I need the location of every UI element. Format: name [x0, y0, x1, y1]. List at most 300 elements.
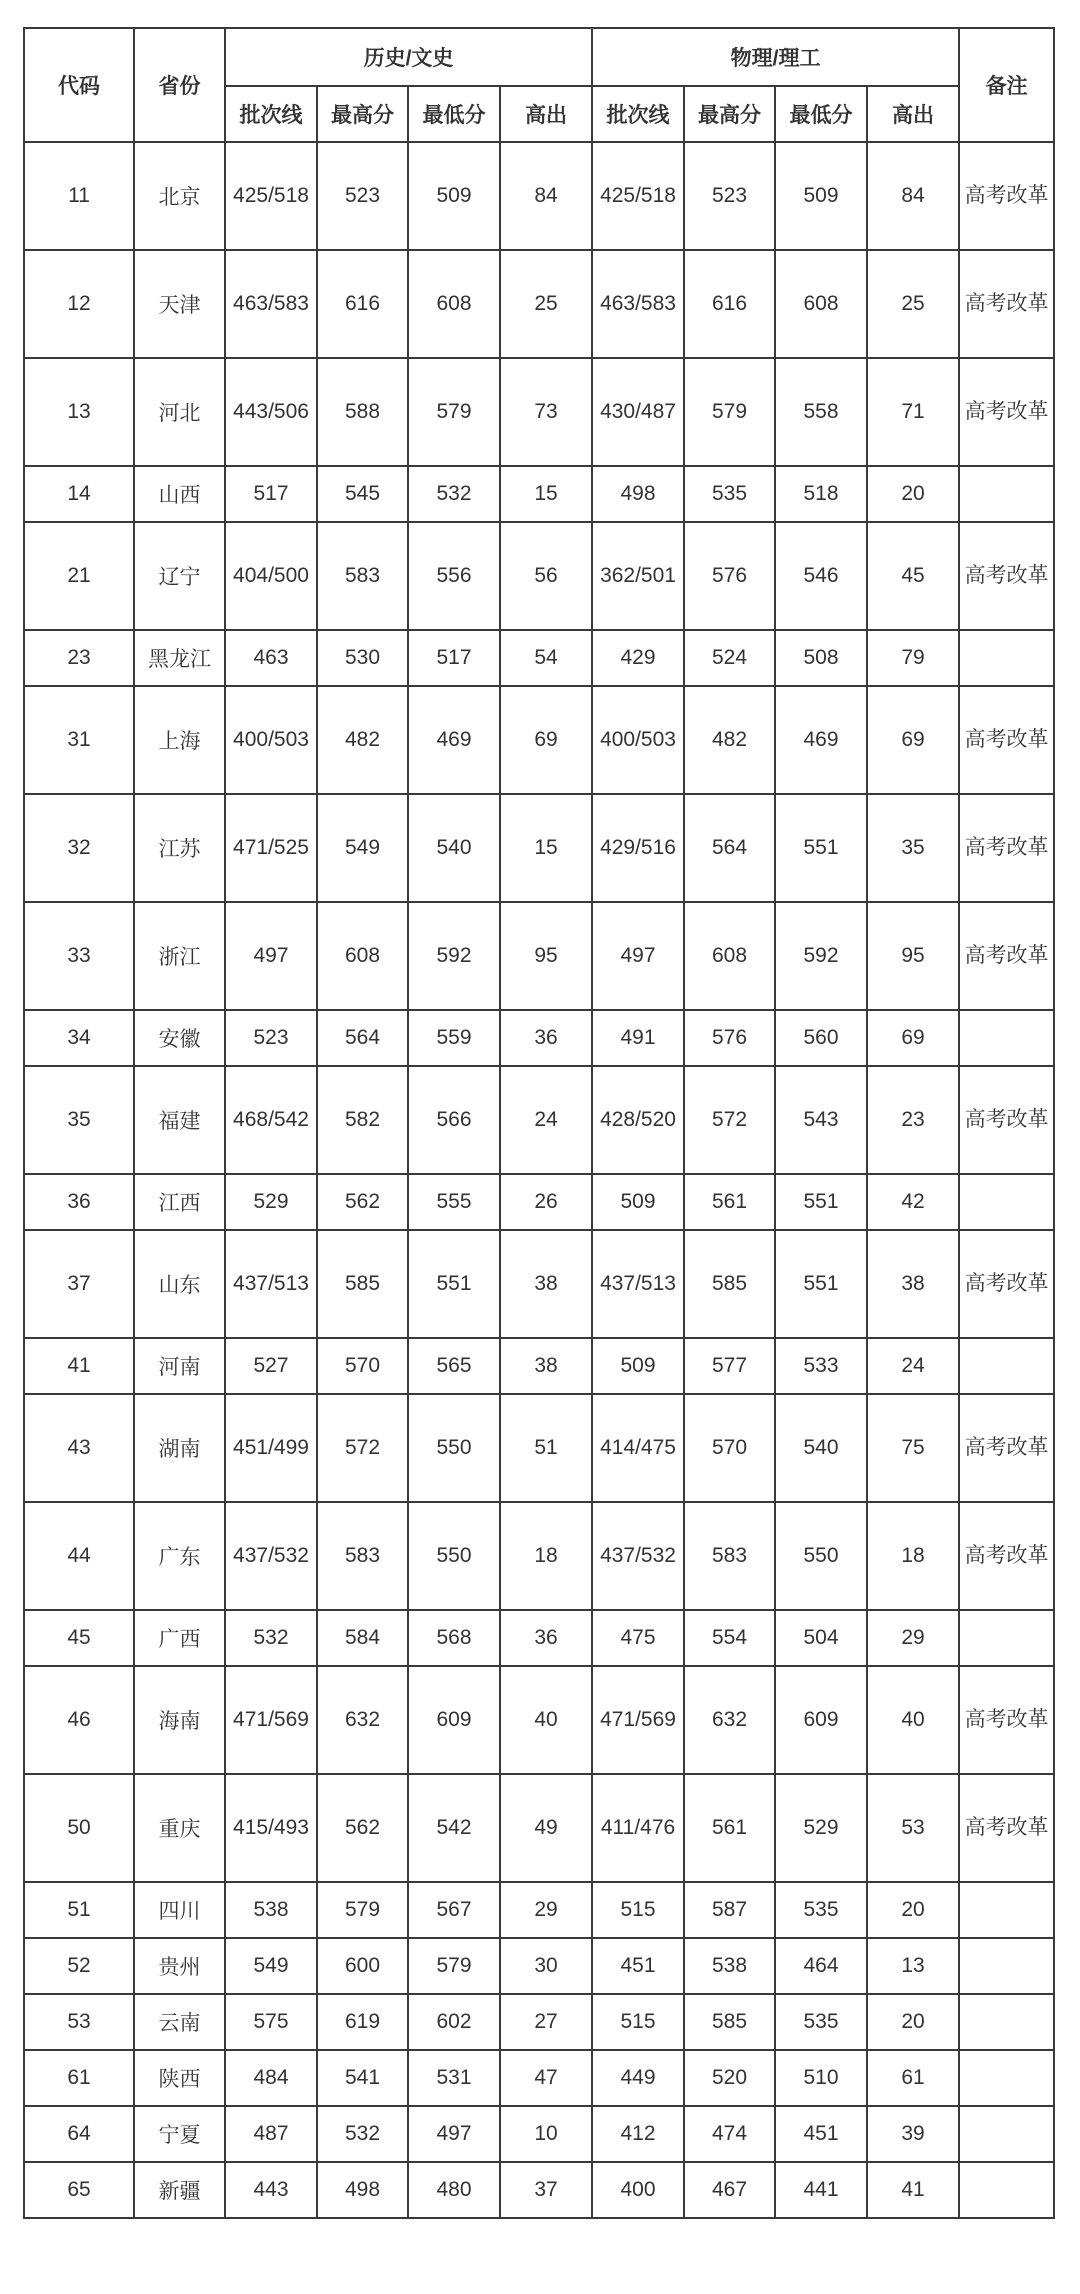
physics-batch-line-cell: 437/532 [592, 1502, 684, 1610]
note-cell [959, 1338, 1054, 1394]
table-row [24, 1666, 1054, 1774]
history-batch-line-cell: 487 [225, 2106, 317, 2162]
physics-max-cell: 585 [684, 1230, 775, 1338]
note-cell [959, 1010, 1054, 1066]
physics-min-cell: 546 [775, 522, 867, 630]
table-row [24, 2050, 1054, 2106]
physics-above-cell: 69 [867, 1010, 959, 1066]
history-batch-line-cell: 471/569 [225, 1666, 317, 1774]
score-table [23, 27, 1055, 2219]
note-cell [959, 1174, 1054, 1230]
history-above-cell: 25 [500, 250, 592, 358]
history-min-cell: 542 [408, 1774, 500, 1882]
history-above-cell: 40 [500, 1666, 592, 1774]
physics-min-cell: 543 [775, 1066, 867, 1174]
row-province-cell: 贵州 [134, 1938, 225, 1994]
row-code-cell: 33 [24, 902, 134, 1010]
physics-max-cell: 554 [684, 1610, 775, 1666]
row-province-cell: 辽宁 [134, 522, 225, 630]
history-max-cell: 549 [317, 794, 408, 902]
note-cell: 高考改革 [959, 686, 1054, 794]
history-batch-line-cell: 437/513 [225, 1230, 317, 1338]
note-cell [959, 466, 1054, 522]
physics-batch-line-cell: 437/513 [592, 1230, 684, 1338]
history-max-cell: 572 [317, 1394, 408, 1502]
row-code-cell: 21 [24, 522, 134, 630]
history-above-cell: 36 [500, 1010, 592, 1066]
physics-above-cell: 41 [867, 2162, 959, 2218]
physics-above-cell: 40 [867, 1666, 959, 1774]
row-province-cell: 河北 [134, 358, 225, 466]
history-batch-line-cell: 400/503 [225, 686, 317, 794]
header-history-min: 最低分 [408, 86, 500, 142]
physics-batch-line-cell: 451 [592, 1938, 684, 1994]
history-batch-line-cell: 532 [225, 1610, 317, 1666]
history-min-cell: 509 [408, 142, 500, 250]
physics-above-cell: 29 [867, 1610, 959, 1666]
physics-above-cell: 95 [867, 902, 959, 1010]
history-above-cell: 51 [500, 1394, 592, 1502]
note-cell: 高考改革 [959, 794, 1054, 902]
history-min-cell: 531 [408, 2050, 500, 2106]
physics-batch-line-cell: 449 [592, 2050, 684, 2106]
note-cell [959, 630, 1054, 686]
history-above-cell: 95 [500, 902, 592, 1010]
history-max-cell: 564 [317, 1010, 408, 1066]
history-batch-line-cell: 451/499 [225, 1394, 317, 1502]
history-min-cell: 497 [408, 2106, 500, 2162]
row-province-cell: 广东 [134, 1502, 225, 1610]
physics-max-cell: 577 [684, 1338, 775, 1394]
row-code-cell: 43 [24, 1394, 134, 1502]
note-cell [959, 2106, 1054, 2162]
history-batch-line-cell: 463 [225, 630, 317, 686]
physics-max-cell: 520 [684, 2050, 775, 2106]
history-batch-line-cell: 425/518 [225, 142, 317, 250]
note-cell: 高考改革 [959, 522, 1054, 630]
history-min-cell: 559 [408, 1010, 500, 1066]
physics-max-cell: 538 [684, 1938, 775, 1994]
history-min-cell: 469 [408, 686, 500, 794]
physics-batch-line-cell: 509 [592, 1338, 684, 1394]
table-row [24, 250, 1054, 358]
table-row [24, 2162, 1054, 2218]
row-code-cell: 41 [24, 1338, 134, 1394]
row-province-cell: 黑龙江 [134, 630, 225, 686]
table-row [24, 522, 1054, 630]
physics-batch-line-cell: 400 [592, 2162, 684, 2218]
history-above-cell: 29 [500, 1882, 592, 1938]
physics-batch-line-cell: 515 [592, 1882, 684, 1938]
physics-above-cell: 18 [867, 1502, 959, 1610]
row-code-cell: 53 [24, 1994, 134, 2050]
physics-above-cell: 24 [867, 1338, 959, 1394]
note-cell: 高考改革 [959, 250, 1054, 358]
row-code-cell: 52 [24, 1938, 134, 1994]
table-row [24, 686, 1054, 794]
history-above-cell: 37 [500, 2162, 592, 2218]
physics-above-cell: 42 [867, 1174, 959, 1230]
history-min-cell: 555 [408, 1174, 500, 1230]
physics-batch-line-cell: 400/503 [592, 686, 684, 794]
physics-above-cell: 84 [867, 142, 959, 250]
physics-min-cell: 535 [775, 1882, 867, 1938]
row-province-cell: 浙江 [134, 902, 225, 1010]
history-max-cell: 588 [317, 358, 408, 466]
note-cell: 高考改革 [959, 1774, 1054, 1882]
row-code-cell: 64 [24, 2106, 134, 2162]
table-header [24, 28, 1054, 142]
table-body [24, 142, 1054, 2218]
physics-above-cell: 38 [867, 1230, 959, 1338]
physics-min-cell: 535 [775, 1994, 867, 2050]
row-province-cell: 云南 [134, 1994, 225, 2050]
history-max-cell: 600 [317, 1938, 408, 1994]
note-cell: 高考改革 [959, 1394, 1054, 1502]
history-max-cell: 523 [317, 142, 408, 250]
history-min-cell: 579 [408, 1938, 500, 1994]
physics-max-cell: 576 [684, 522, 775, 630]
row-province-cell: 广西 [134, 1610, 225, 1666]
physics-max-cell: 583 [684, 1502, 775, 1610]
physics-max-cell: 587 [684, 1882, 775, 1938]
row-code-cell: 35 [24, 1066, 134, 1174]
history-above-cell: 24 [500, 1066, 592, 1174]
note-cell: 高考改革 [959, 1230, 1054, 1338]
history-above-cell: 38 [500, 1230, 592, 1338]
table-row [24, 630, 1054, 686]
history-max-cell: 482 [317, 686, 408, 794]
physics-min-cell: 609 [775, 1666, 867, 1774]
history-max-cell: 582 [317, 1066, 408, 1174]
physics-min-cell: 558 [775, 358, 867, 466]
table-row [24, 1994, 1054, 2050]
table-row [24, 1938, 1054, 1994]
history-max-cell: 562 [317, 1774, 408, 1882]
history-above-cell: 18 [500, 1502, 592, 1610]
physics-batch-line-cell: 429 [592, 630, 684, 686]
physics-above-cell: 75 [867, 1394, 959, 1502]
history-batch-line-cell: 468/542 [225, 1066, 317, 1174]
note-cell [959, 1938, 1054, 1994]
row-province-cell: 安徽 [134, 1010, 225, 1066]
table-row [24, 1230, 1054, 1338]
note-cell [959, 1994, 1054, 2050]
physics-batch-line-cell: 491 [592, 1010, 684, 1066]
history-above-cell: 69 [500, 686, 592, 794]
row-code-cell: 51 [24, 1882, 134, 1938]
physics-max-cell: 564 [684, 794, 775, 902]
row-province-cell: 湖南 [134, 1394, 225, 1502]
physics-max-cell: 579 [684, 358, 775, 466]
row-province-cell: 陕西 [134, 2050, 225, 2106]
history-min-cell: 550 [408, 1394, 500, 1502]
physics-batch-line-cell: 428/520 [592, 1066, 684, 1174]
physics-min-cell: 550 [775, 1502, 867, 1610]
history-batch-line-cell: 529 [225, 1174, 317, 1230]
history-max-cell: 545 [317, 466, 408, 522]
physics-min-cell: 560 [775, 1010, 867, 1066]
physics-min-cell: 510 [775, 2050, 867, 2106]
physics-above-cell: 35 [867, 794, 959, 902]
row-province-cell: 山东 [134, 1230, 225, 1338]
history-min-cell: 532 [408, 466, 500, 522]
physics-max-cell: 561 [684, 1774, 775, 1882]
history-min-cell: 540 [408, 794, 500, 902]
history-batch-line-cell: 437/532 [225, 1502, 317, 1610]
physics-batch-line-cell: 412 [592, 2106, 684, 2162]
history-batch-line-cell: 527 [225, 1338, 317, 1394]
physics-above-cell: 20 [867, 1994, 959, 2050]
history-batch-line-cell: 463/583 [225, 250, 317, 358]
table-row [24, 1394, 1054, 1502]
history-batch-line-cell: 471/525 [225, 794, 317, 902]
note-cell [959, 1882, 1054, 1938]
table-row [24, 1774, 1054, 1882]
row-province-cell: 上海 [134, 686, 225, 794]
history-above-cell: 84 [500, 142, 592, 250]
physics-batch-line-cell: 475 [592, 1610, 684, 1666]
row-code-cell: 11 [24, 142, 134, 250]
history-above-cell: 54 [500, 630, 592, 686]
header-physics-above: 高出 [867, 86, 959, 142]
physics-max-cell: 632 [684, 1666, 775, 1774]
physics-batch-line-cell: 515 [592, 1994, 684, 2050]
physics-batch-line-cell: 425/518 [592, 142, 684, 250]
header-history-max: 最高分 [317, 86, 408, 142]
header-code: 代码 [24, 28, 134, 142]
history-min-cell: 579 [408, 358, 500, 466]
physics-batch-line-cell: 430/487 [592, 358, 684, 466]
header-physics-batch-line: 批次线 [592, 86, 684, 142]
history-above-cell: 56 [500, 522, 592, 630]
table-row [24, 1882, 1054, 1938]
physics-max-cell: 608 [684, 902, 775, 1010]
physics-max-cell: 561 [684, 1174, 775, 1230]
physics-above-cell: 25 [867, 250, 959, 358]
header-province: 省份 [134, 28, 225, 142]
physics-max-cell: 474 [684, 2106, 775, 2162]
row-code-cell: 13 [24, 358, 134, 466]
row-code-cell: 12 [24, 250, 134, 358]
header-physics-max: 最高分 [684, 86, 775, 142]
row-code-cell: 34 [24, 1010, 134, 1066]
history-above-cell: 49 [500, 1774, 592, 1882]
history-max-cell: 570 [317, 1338, 408, 1394]
physics-above-cell: 20 [867, 1882, 959, 1938]
history-min-cell: 556 [408, 522, 500, 630]
history-max-cell: 530 [317, 630, 408, 686]
history-above-cell: 47 [500, 2050, 592, 2106]
table-row [24, 2106, 1054, 2162]
table-row [24, 142, 1054, 250]
physics-above-cell: 39 [867, 2106, 959, 2162]
physics-min-cell: 533 [775, 1338, 867, 1394]
note-cell: 高考改革 [959, 1066, 1054, 1174]
row-province-cell: 山西 [134, 466, 225, 522]
history-max-cell: 632 [317, 1666, 408, 1774]
history-max-cell: 616 [317, 250, 408, 358]
history-max-cell: 541 [317, 2050, 408, 2106]
row-province-cell: 重庆 [134, 1774, 225, 1882]
history-max-cell: 608 [317, 902, 408, 1010]
history-max-cell: 579 [317, 1882, 408, 1938]
physics-batch-line-cell: 362/501 [592, 522, 684, 630]
physics-min-cell: 592 [775, 902, 867, 1010]
note-cell: 高考改革 [959, 358, 1054, 466]
history-max-cell: 619 [317, 1994, 408, 2050]
history-max-cell: 583 [317, 522, 408, 630]
history-min-cell: 565 [408, 1338, 500, 1394]
row-code-cell: 14 [24, 466, 134, 522]
physics-max-cell: 585 [684, 1994, 775, 2050]
history-max-cell: 583 [317, 1502, 408, 1610]
table-row [24, 1338, 1054, 1394]
score-table-container [23, 27, 1055, 2219]
physics-above-cell: 23 [867, 1066, 959, 1174]
row-province-cell: 江苏 [134, 794, 225, 902]
history-above-cell: 27 [500, 1994, 592, 2050]
physics-above-cell: 53 [867, 1774, 959, 1882]
physics-max-cell: 482 [684, 686, 775, 794]
note-cell: 高考改革 [959, 1502, 1054, 1610]
history-batch-line-cell: 443/506 [225, 358, 317, 466]
physics-min-cell: 451 [775, 2106, 867, 2162]
history-above-cell: 15 [500, 466, 592, 522]
physics-max-cell: 523 [684, 142, 775, 250]
table-row [24, 1610, 1054, 1666]
physics-above-cell: 20 [867, 466, 959, 522]
history-max-cell: 585 [317, 1230, 408, 1338]
header-history-batch-line: 批次线 [225, 86, 317, 142]
row-province-cell: 福建 [134, 1066, 225, 1174]
header-note: 备注 [959, 28, 1054, 142]
row-code-cell: 37 [24, 1230, 134, 1338]
table-row [24, 1174, 1054, 1230]
row-code-cell: 50 [24, 1774, 134, 1882]
table-row [24, 358, 1054, 466]
physics-batch-line-cell: 429/516 [592, 794, 684, 902]
history-above-cell: 38 [500, 1338, 592, 1394]
physics-above-cell: 13 [867, 1938, 959, 1994]
row-code-cell: 45 [24, 1610, 134, 1666]
physics-above-cell: 45 [867, 522, 959, 630]
row-province-cell: 北京 [134, 142, 225, 250]
history-above-cell: 10 [500, 2106, 592, 2162]
table-row [24, 1010, 1054, 1066]
physics-min-cell: 551 [775, 1174, 867, 1230]
physics-max-cell: 576 [684, 1010, 775, 1066]
history-min-cell: 568 [408, 1610, 500, 1666]
history-max-cell: 498 [317, 2162, 408, 2218]
table-row [24, 1502, 1054, 1610]
history-min-cell: 567 [408, 1882, 500, 1938]
row-code-cell: 61 [24, 2050, 134, 2106]
header-history-above: 高出 [500, 86, 592, 142]
physics-min-cell: 464 [775, 1938, 867, 1994]
note-cell: 高考改革 [959, 142, 1054, 250]
physics-batch-line-cell: 498 [592, 466, 684, 522]
history-above-cell: 15 [500, 794, 592, 902]
physics-min-cell: 518 [775, 466, 867, 522]
history-min-cell: 566 [408, 1066, 500, 1174]
row-code-cell: 36 [24, 1174, 134, 1230]
row-province-cell: 新疆 [134, 2162, 225, 2218]
physics-min-cell: 529 [775, 1774, 867, 1882]
row-code-cell: 46 [24, 1666, 134, 1774]
physics-max-cell: 570 [684, 1394, 775, 1502]
physics-above-cell: 79 [867, 630, 959, 686]
note-cell [959, 1610, 1054, 1666]
row-province-cell: 河南 [134, 1338, 225, 1394]
row-province-cell: 天津 [134, 250, 225, 358]
physics-min-cell: 551 [775, 1230, 867, 1338]
history-max-cell: 532 [317, 2106, 408, 2162]
physics-min-cell: 504 [775, 1610, 867, 1666]
row-code-cell: 31 [24, 686, 134, 794]
history-max-cell: 562 [317, 1174, 408, 1230]
row-province-cell: 宁夏 [134, 2106, 225, 2162]
physics-above-cell: 71 [867, 358, 959, 466]
table-row [24, 1066, 1054, 1174]
physics-batch-line-cell: 509 [592, 1174, 684, 1230]
history-batch-line-cell: 523 [225, 1010, 317, 1066]
history-batch-line-cell: 484 [225, 2050, 317, 2106]
history-batch-line-cell: 517 [225, 466, 317, 522]
physics-min-cell: 469 [775, 686, 867, 794]
header-physics-min: 最低分 [775, 86, 867, 142]
table-row [24, 794, 1054, 902]
physics-max-cell: 572 [684, 1066, 775, 1174]
history-batch-line-cell: 497 [225, 902, 317, 1010]
physics-min-cell: 441 [775, 2162, 867, 2218]
physics-min-cell: 551 [775, 794, 867, 902]
history-min-cell: 550 [408, 1502, 500, 1610]
history-above-cell: 30 [500, 1938, 592, 1994]
physics-max-cell: 467 [684, 2162, 775, 2218]
physics-max-cell: 616 [684, 250, 775, 358]
history-batch-line-cell: 443 [225, 2162, 317, 2218]
history-min-cell: 602 [408, 1994, 500, 2050]
row-code-cell: 32 [24, 794, 134, 902]
history-max-cell: 584 [317, 1610, 408, 1666]
history-batch-line-cell: 549 [225, 1938, 317, 1994]
row-province-cell: 海南 [134, 1666, 225, 1774]
physics-max-cell: 524 [684, 630, 775, 686]
physics-min-cell: 608 [775, 250, 867, 358]
history-min-cell: 480 [408, 2162, 500, 2218]
physics-batch-line-cell: 411/476 [592, 1774, 684, 1882]
physics-min-cell: 508 [775, 630, 867, 686]
history-above-cell: 36 [500, 1610, 592, 1666]
note-cell: 高考改革 [959, 902, 1054, 1010]
history-min-cell: 517 [408, 630, 500, 686]
physics-batch-line-cell: 471/569 [592, 1666, 684, 1774]
history-above-cell: 73 [500, 358, 592, 466]
header-history-group: 历史/文史 [225, 28, 592, 86]
physics-batch-line-cell: 414/475 [592, 1394, 684, 1502]
physics-batch-line-cell: 463/583 [592, 250, 684, 358]
row-code-cell: 44 [24, 1502, 134, 1610]
history-batch-line-cell: 538 [225, 1882, 317, 1938]
history-batch-line-cell: 575 [225, 1994, 317, 2050]
physics-min-cell: 509 [775, 142, 867, 250]
note-cell: 高考改革 [959, 1666, 1054, 1774]
physics-above-cell: 61 [867, 2050, 959, 2106]
physics-batch-line-cell: 497 [592, 902, 684, 1010]
physics-above-cell: 69 [867, 686, 959, 794]
table-row [24, 902, 1054, 1010]
